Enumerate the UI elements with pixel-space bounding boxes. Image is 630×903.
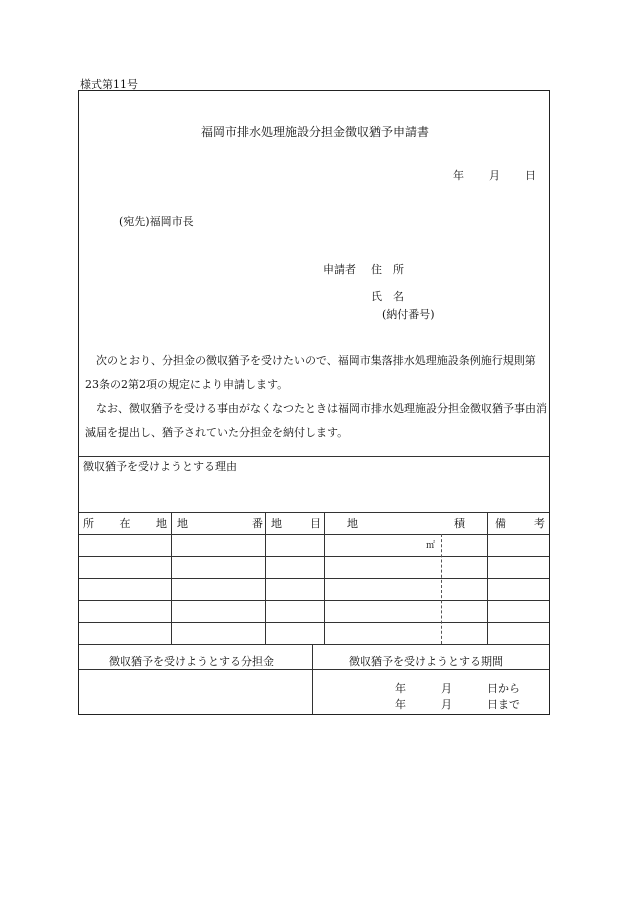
application-form <box>78 90 550 715</box>
statement-paragraph-2: なお、徴収猶予を受ける事由がなくなつたときは福岡市排水処理施設分担金徴収猶予事由消滅届を提出し、猶予されていた分担金を納付します。 <box>85 402 547 439</box>
table-row-line <box>79 622 549 623</box>
statement-paragraph-1: 次のとおり、分担金の徴収猶予を受けたいので、福岡市集落排水処理施設条例施行規則第23条の2第2項の規定により申請します。 <box>85 354 536 391</box>
divider-reason-top <box>79 456 549 457</box>
header-location: 所 在 地 <box>83 517 167 530</box>
date-day-label: 日 <box>525 169 536 182</box>
divider-table-top <box>79 512 549 513</box>
area-unit: ㎡ <box>426 541 436 551</box>
date-year-label: 年 <box>453 169 464 182</box>
header-area: 地 積 <box>347 517 465 530</box>
table-row-line <box>79 534 549 535</box>
address-label: 住 所 <box>371 263 404 276</box>
reason-label: 徴収猶予を受けようとする理由 <box>83 460 237 473</box>
table-row-line <box>79 600 549 601</box>
bottom-column-line <box>312 644 313 714</box>
table-column-line <box>324 512 325 644</box>
table-column-line <box>171 512 172 644</box>
date-month-label: 月 <box>489 169 500 182</box>
period-to: 年 月 日まで <box>395 698 520 711</box>
application-statement <box>85 349 547 445</box>
period-from: 年 月 日から <box>395 682 520 695</box>
name-label: 氏 名 <box>371 290 404 303</box>
addressee: (宛先)福岡市長 <box>119 215 194 228</box>
table-row-line <box>79 556 549 557</box>
table-area-dashed-line <box>441 534 442 644</box>
form-title: 福岡市排水処理施設分担金徴収猶予申請書 <box>200 125 429 139</box>
table-column-line <box>265 512 266 644</box>
applicant-label: 申請者 <box>323 263 356 276</box>
header-land-category: 地 目 <box>271 517 321 530</box>
period-label: 徴収猶予を受けようとする期間 <box>349 655 503 668</box>
header-remarks: 備 考 <box>495 517 545 530</box>
charge-label: 徴収猶予を受けようとする分担金 <box>109 655 274 668</box>
table-row-line <box>79 578 549 579</box>
payment-number-label: (納付番号) <box>382 308 435 321</box>
form-number: 様式第11号 <box>80 78 138 91</box>
divider-bottom-header <box>79 669 549 670</box>
header-lot-number: 地 番 <box>177 517 263 530</box>
divider-table-bottom <box>79 644 549 645</box>
table-column-line <box>487 512 488 644</box>
